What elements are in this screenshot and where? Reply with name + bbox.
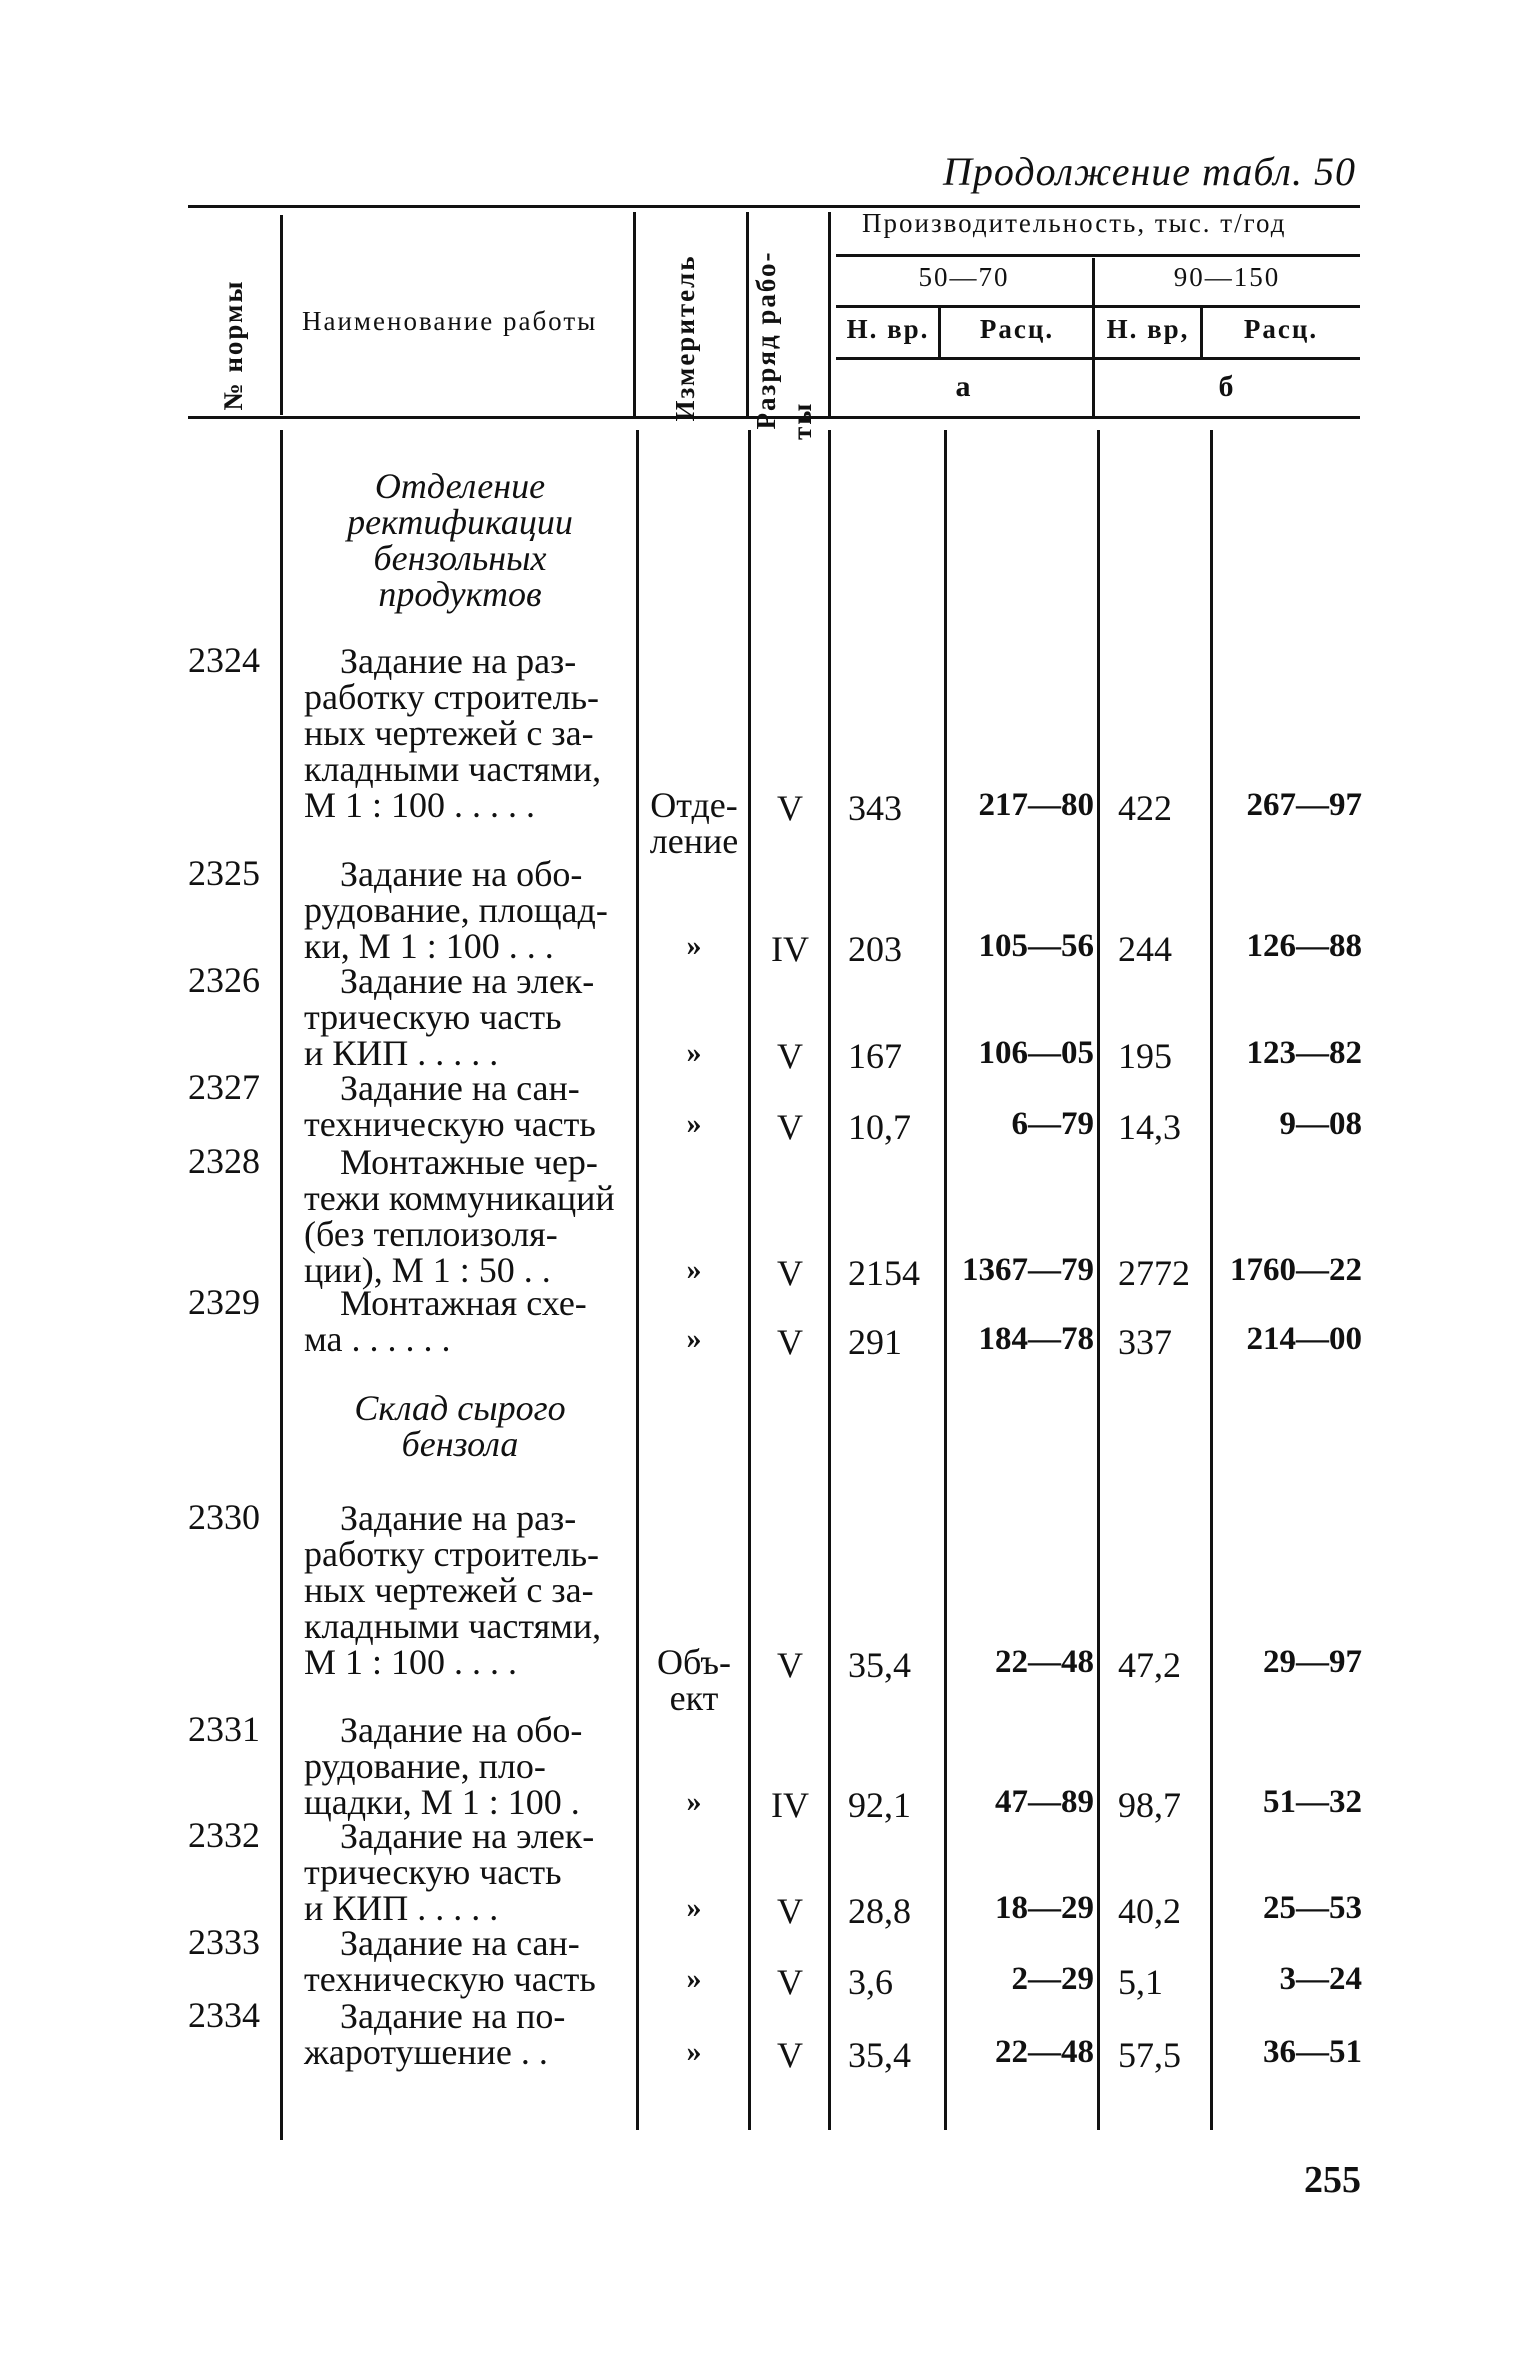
row-number: 2325 (188, 853, 260, 893)
cell-nvr-a: 291 (848, 1322, 902, 1362)
unit-cell: » (686, 1107, 702, 1140)
cell-grade: V (777, 1645, 803, 1685)
range-rule (836, 254, 1360, 257)
work-name-line: щадки, М 1 : 100 . (304, 1782, 580, 1822)
header-name: Наименование работы (302, 306, 598, 336)
cell-nvr-b: 195 (1118, 1036, 1172, 1076)
header-unit-text: Измеритель (670, 254, 700, 422)
work-name-line: М 1 : 100 . . . . . (304, 785, 536, 825)
row-number: 2327 (188, 1067, 260, 1107)
work-name-line: М 1 : 100 . . . . (304, 1642, 518, 1682)
cell-grade: IV (771, 929, 809, 969)
work-name-line: ма . . . . . . (304, 1319, 451, 1359)
cell-nvr-a: 92,1 (848, 1785, 911, 1825)
cell-rasc-b: 267—97 (1246, 787, 1362, 823)
work-name-line: тежи коммуникаций (304, 1178, 615, 1218)
cell-rasc-b: 9—08 (1279, 1106, 1362, 1142)
work-name-line: техническую часть (304, 1104, 596, 1144)
unit-cell: » (686, 1962, 702, 1995)
header-productivity: Производительность, тыс. т/год (862, 208, 1287, 238)
header-divider-7 (1200, 305, 1203, 357)
cell-grade: V (777, 1036, 803, 1076)
work-name-line: ных чертежей с за- (304, 1570, 594, 1610)
cell-grade: V (777, 1962, 803, 2002)
work-name-line: трическую часть (304, 997, 562, 1037)
cell-rasc-a: 217—80 (978, 787, 1094, 823)
cell-nvr-b: 337 (1118, 1322, 1172, 1362)
cell-nvr-b: 47,2 (1118, 1645, 1181, 1685)
cell-rasc-b: 3—24 (1279, 1961, 1362, 1997)
body-divider-2 (636, 430, 639, 2130)
header-letter-a: а (955, 370, 973, 403)
cell-nvr-a: 3,6 (848, 1962, 893, 2002)
header-range-a: 50—70 (918, 262, 1010, 292)
work-name-line: Задание на обо- (340, 854, 583, 894)
unit-cell: » (686, 1036, 702, 1069)
unit-cell: ект (669, 1678, 719, 1718)
cell-nvr-a: 203 (848, 929, 902, 969)
cell-nvr-b: 5,1 (1118, 1962, 1163, 2002)
work-name-line: Задание на раз- (340, 1498, 577, 1538)
work-name-line: Монтажные чер- (340, 1142, 598, 1182)
body-divider-6 (1097, 430, 1100, 2130)
work-name-line: Задание на обо- (340, 1710, 583, 1750)
cell-nvr-a: 2154 (848, 1253, 920, 1293)
table-caption: Продолжение табл. 50 (942, 149, 1356, 194)
section-title-line: бензола (401, 1424, 519, 1464)
cell-rasc-b: 36—51 (1263, 2034, 1362, 2070)
unit-cell: » (686, 929, 702, 962)
cell-rasc-b: 126—88 (1246, 928, 1362, 964)
header-rasc-a: Расц. (979, 314, 1055, 344)
work-name-line: рудование, площад- (304, 890, 608, 930)
cell-nvr-b: 57,5 (1118, 2035, 1181, 2075)
cell-nvr-b: 98,7 (1118, 1785, 1181, 1825)
unit-cell: » (686, 1785, 702, 1818)
cell-nvr-b: 40,2 (1118, 1891, 1181, 1931)
cell-rasc-b: 1760—22 (1230, 1252, 1362, 1288)
cell-grade: V (777, 1322, 803, 1362)
work-name-line: ки, М 1 : 100 . . . (304, 926, 554, 966)
work-name-line: Задание на раз- (340, 641, 577, 681)
row-number: 2328 (188, 1141, 260, 1181)
unit-cell: » (686, 1253, 702, 1286)
letter-rule (836, 357, 1360, 360)
cell-rasc-b: 123—82 (1246, 1035, 1362, 1071)
cell-nvr-a: 28,8 (848, 1891, 911, 1931)
cell-nvr-a: 343 (848, 788, 902, 828)
row-number: 2324 (188, 640, 260, 680)
unit-cell: Отде- (650, 785, 738, 825)
cell-rasc-b: 51—32 (1263, 1784, 1362, 1820)
row-number: 2329 (188, 1282, 260, 1322)
work-name-line: Задание на сан- (340, 1923, 580, 1963)
cell-nvr-a: 35,4 (848, 1645, 911, 1685)
section-title-line: Отделение (374, 466, 546, 506)
cell-grade: V (777, 1253, 803, 1293)
work-name-line: работку строитель- (304, 1534, 600, 1574)
row-number: 2333 (188, 1922, 260, 1962)
row-number: 2331 (188, 1709, 260, 1749)
cell-nvr-a: 10,7 (848, 1107, 911, 1147)
cell-rasc-a: 22—48 (995, 2034, 1094, 2070)
cell-rasc-a: 18—29 (995, 1890, 1094, 1926)
cell-grade: V (777, 1891, 803, 1931)
cell-rasc-a: 105—56 (978, 928, 1094, 964)
unit-cell: Объ- (656, 1642, 732, 1682)
cell-rasc-a: 6—79 (1011, 1106, 1094, 1142)
header-letter-b: б (1218, 370, 1236, 403)
cell-rasc-a: 2—29 (1011, 1961, 1094, 1997)
body-divider-5 (944, 430, 947, 2130)
work-name-line: Задание на элек- (340, 1816, 595, 1856)
work-name-line: и КИП . . . . . (304, 1888, 499, 1928)
header-nvr-a: Н. вр. (846, 314, 930, 344)
cell-nvr-b: 422 (1118, 788, 1172, 828)
work-name-line: ции), М 1 : 50 . . (304, 1250, 551, 1290)
work-name-line: рудование, пло- (304, 1746, 546, 1786)
page-number: 255 (1304, 2159, 1361, 2201)
cell-nvr-a: 167 (848, 1036, 902, 1076)
work-name-line: (без теплоизоля- (304, 1214, 558, 1254)
cell-nvr-b: 244 (1118, 929, 1172, 969)
cell-nvr-a: 35,4 (848, 2035, 911, 2075)
header-grade (748, 240, 828, 440)
header-divider-1 (280, 215, 283, 415)
section-title-2 (290, 1390, 630, 1462)
cell-nvr-b: 14,3 (1118, 1107, 1181, 1147)
unit-cell: » (686, 1891, 702, 1924)
work-name-line: техническую часть (304, 1959, 596, 1999)
body-divider-7 (1210, 430, 1213, 2130)
header-number-text: № нормы (218, 279, 248, 411)
section-title-line: продуктов (378, 574, 542, 614)
work-name-line: ных чертежей с за- (304, 713, 594, 753)
header-grade-line1: Разряд рабо- (751, 250, 781, 430)
cell-rasc-a: 106—05 (978, 1035, 1094, 1071)
work-name-line: кладными частями, (304, 1606, 602, 1646)
cell-rasc-a: 1367—79 (962, 1252, 1094, 1288)
subheader-rule (836, 305, 1360, 308)
cell-grade: IV (771, 1785, 809, 1825)
work-name-line: кладными частями, (304, 749, 602, 789)
unit-cell: » (686, 1322, 702, 1355)
header-divider-6 (1092, 258, 1095, 416)
cell-rasc-b: 214—00 (1246, 1321, 1362, 1357)
work-name-line: Монтажная схе- (340, 1283, 587, 1323)
work-name-line: жаротушение . . (304, 2032, 548, 2072)
cell-rasc-b: 25—53 (1263, 1890, 1362, 1926)
work-name-line: Задание на элек- (340, 961, 595, 1001)
cell-grade: V (777, 2035, 803, 2075)
header-number (218, 255, 258, 435)
header-range-b: 90—150 (1173, 262, 1281, 292)
section-title-line: бензольных (373, 538, 547, 578)
cell-nvr-b: 2772 (1118, 1253, 1190, 1293)
body-divider-1 (280, 430, 283, 2140)
cell-grade: V (777, 1107, 803, 1147)
work-name-line: Задание на сан- (340, 1068, 580, 1108)
section-title-1 (290, 468, 630, 612)
work-name-line: Задание на по- (340, 1996, 566, 2036)
body-divider-3 (748, 430, 751, 2130)
header-divider-5 (938, 305, 941, 357)
work-name-line: трическую часть (304, 1852, 562, 1892)
header-rasc-b: Расц. (1243, 314, 1319, 344)
work-name-line: и КИП . . . . . (304, 1033, 499, 1073)
body-divider-4 (828, 430, 831, 2130)
header-unit (670, 238, 710, 438)
unit-cell: ление (649, 821, 739, 861)
row-number: 2334 (188, 1995, 260, 2035)
section-title-line: Склад сырого (354, 1388, 566, 1428)
header-nvr-b: Н. вр, (1106, 314, 1190, 344)
cell-rasc-a: 47—89 (995, 1784, 1094, 1820)
cell-rasc-b: 29—97 (1263, 1644, 1362, 1680)
row-number: 2326 (188, 960, 260, 1000)
cell-grade: V (777, 788, 803, 828)
header-divider-2 (633, 212, 636, 416)
work-name-line: работку строитель- (304, 677, 600, 717)
row-number: 2330 (188, 1497, 260, 1537)
cell-rasc-a: 184—78 (978, 1321, 1094, 1357)
header-divider-4 (828, 212, 831, 416)
unit-cell: » (686, 2035, 702, 2068)
section-title-line: ректификации (347, 502, 573, 542)
row-number: 2332 (188, 1815, 260, 1855)
header-grade-line2: ты (787, 401, 817, 440)
cell-rasc-a: 22—48 (995, 1644, 1094, 1680)
